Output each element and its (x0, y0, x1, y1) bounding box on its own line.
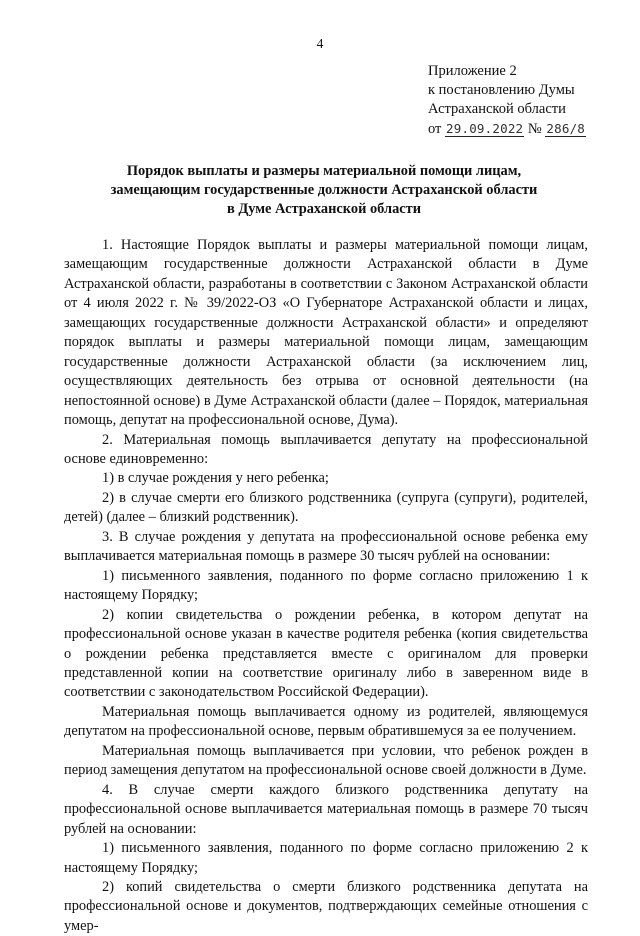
appendix-date-line (428, 119, 586, 139)
paragraph-4: 4. В случае смерти каждого близкого родственника депутату на профессиональной основе выплачивается материальная помощь в размере 70 тысяч рублей на основании: (64, 781, 588, 837)
date-prefix: от (428, 121, 442, 137)
paragraph-3-item-2: 2) копии свидетельства о рождении ребенка, в котором депутат на профессиональной основе указан в качестве родителя ребенка (копия свидетельства о рождении ребенка представляется вместе с оригиналом для проверки представленной копии на соответствие оригиналу либо в заверенном виде в соответствии с законодательством Российской Федерации). (64, 606, 588, 701)
appendix-resolution-ref: к постановлению Думы (428, 82, 575, 98)
paragraph-3-note-1: Материальная помощь выплачивается одному из родителей, являющемуся депутатом на профессиональной основе, первым обратившемуся за ее получением. (64, 703, 588, 740)
paragraph-1: 1. Настоящие Порядок выплаты и размеры материальной помощи лицам, замещающим государственные должности Астраханской области в Думе Астраханской области, разработаны в соответствии с Законом Астраханской области от 4 июля 2022 г. № 39/2022-ОЗ «О Губернаторе Астраханской области и лицах, замещающих государственные должности Астраханской области» и определяют порядок выплаты и размеры материальной помощи лицам, замещающим государственные должности Астраханской области (за исключением лиц, осуществляющих деятельность без отрыва от основной деятельности (на непостоянной основе) в Думе Астраханской области (далее – Порядок, материальная помощь, депутат на профессиональной основе, Дума). (64, 237, 588, 429)
appendix-header (428, 62, 586, 139)
title-line-1: Порядок выплаты и размеры материальной помощи лицам, (126, 163, 522, 179)
title-line-3: в Думе Астраханской области (226, 201, 422, 217)
paragraph-2-item-1: 1) в случае рождения у него ребенка; (102, 470, 329, 487)
paragraph-4-item-1: 1) письменного заявления, поданного по форме согласно приложению 2 к настоящему Порядку; (64, 840, 588, 876)
number-prefix: № (527, 121, 542, 137)
paragraph-2-item-2: 2) в случае смерти его близкого родственника (супруга (супруги), родителей, детей) (далее – близкий родственник). (64, 489, 588, 526)
resolution-number: 286/8 (546, 121, 586, 136)
document-body (64, 236, 588, 936)
paragraph-3-note-2: Материальная помощь выплачивается при условии, что ребенок рожден в период замещения депутатом на профессиональной основе своей должности в Думе. (64, 742, 588, 779)
paragraph-4-item-2: 2) копий свидетельства о смерти близкого родственника депутата на профессиональной основе и документов, подтверждающих семейные отношения с умер- (64, 878, 588, 934)
document-title (60, 162, 588, 219)
paragraph-2: 2. Материальная помощь выплачивается депутату на профессиональной основе единовременно: (64, 431, 588, 467)
title-line-2: замещающим государственные должности Астраханской области (110, 182, 538, 198)
appendix-region: Астраханской области (428, 101, 566, 117)
paragraph-3: 3. В случае рождения у депутата на профессиональной основе ребенка ему выплачивается материальная помощь в размере 30 тысяч рублей на основании: (64, 528, 588, 565)
resolution-date: 29.09.2022 (446, 121, 524, 136)
appendix-title: Приложение 2 (428, 63, 517, 79)
paragraph-3-item-1: 1) письменного заявления, поданного по форме согласно приложению 1 к настоящему Порядку; (64, 567, 588, 604)
page-number: 4 (316, 36, 324, 51)
